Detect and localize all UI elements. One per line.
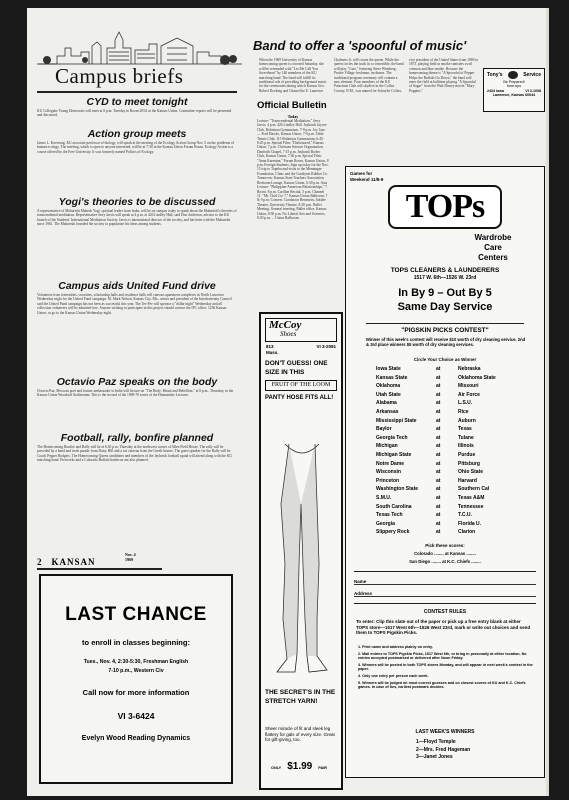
game-away-team[interactable]: Pittsburg <box>458 460 480 467</box>
tops-rules-title: CONTEST RULES <box>423 609 467 615</box>
game-home-team[interactable]: Michigan <box>376 443 398 450</box>
tops-winners-title: LAST WEEK'S WINNERS <box>415 729 475 735</box>
game-home-team[interactable]: Notre Dame <box>376 460 405 467</box>
winner-item: 1—Floyd Temple <box>416 739 456 745</box>
game-at: at <box>436 408 441 415</box>
brief-headline: Campus aids United Fund drive <box>58 280 216 292</box>
game-home-team[interactable]: Utah State <box>376 391 401 398</box>
last-chance-line1: to enroll in classes beginning: <box>82 638 190 647</box>
game-away-team[interactable]: Rice <box>458 408 469 415</box>
game-home-team[interactable]: Wisconsin <box>376 469 401 476</box>
page-number: 2 <box>37 557 42 567</box>
game-away-team[interactable]: Purdue <box>458 451 476 458</box>
mccoy-pair: PAIR <box>318 766 328 770</box>
campus-briefs-title: Campus briefs <box>55 64 184 88</box>
mccoy-product: PANTY HOSE FITS ALL! <box>265 395 334 401</box>
game-row[interactable] <box>376 399 516 408</box>
game-row[interactable] <box>376 374 516 383</box>
gas-station-logo-icon <box>508 71 518 79</box>
bulletin-today: Today <box>287 114 299 119</box>
tops-logo <box>388 185 502 229</box>
game-away-team[interactable]: L.S.U. <box>458 400 473 407</box>
game-away-team[interactable]: Auburn <box>458 417 476 424</box>
mccoy-secret: THE SECRET'S IN THE STRETCH YARN! <box>265 689 336 705</box>
game-home-team[interactable]: Georgia <box>376 520 395 527</box>
game-row[interactable] <box>376 451 516 460</box>
tops-rules-list <box>358 645 534 692</box>
mccoy-phone: VI 3-2091 <box>316 344 336 349</box>
game-at: at <box>436 494 441 501</box>
mccoy-logo-sub: Shoes <box>280 330 297 338</box>
tops-slogan <box>448 233 538 263</box>
tops-rules-intro: To enter: Clip this slate out of the paper or pick up a free entry blank at either TOPS store—1517 West 6th—1526 West 23rd, mark or write out choices and send them to TOPS Pigskin Picks. <box>356 619 531 636</box>
tops-address-label: Address <box>354 591 373 596</box>
game-row[interactable] <box>376 382 516 391</box>
game-row[interactable] <box>376 425 516 434</box>
game-row[interactable] <box>376 408 516 417</box>
rule <box>37 91 237 93</box>
issue-date: Nov. 4 1969 <box>125 552 136 562</box>
legs-illustration <box>271 444 331 674</box>
game-away-team[interactable]: Nebraska <box>458 366 481 372</box>
game-row[interactable] <box>376 511 516 520</box>
brief-body: KU Collegiate Young Democrats will meet at 8 p.m. Tuesday in Room 205A at the Kansas Union. Committee reports will be presented and discussed. <box>37 109 232 118</box>
game-away-team[interactable]: Tennessee <box>458 503 484 510</box>
tops-games-list <box>376 365 516 537</box>
game-at: at <box>436 434 441 441</box>
tops-name-label: Name <box>354 579 367 584</box>
rule-item: 4. Only one entry per person each week. <box>358 673 429 678</box>
mccoy-price: $1.99 <box>287 761 313 772</box>
game-row[interactable] <box>376 365 516 374</box>
game-row[interactable] <box>376 417 516 426</box>
brief-item <box>37 432 237 463</box>
brief-item <box>37 196 237 227</box>
game-at: at <box>436 512 441 519</box>
brief-body: Volunteers from fraternities, sororities, scholarship halls and residence halls will canvass apartment complexes in North Lawrence Wednesday night for the United Fund campaign. M. Mark Nelson, Kansas City, Mo., senior and president of the Interfraternity Council said the United Fund campaign has not been as successful this year. The Tee Pee will sponsor a "dollar night" Wednesday and all collection volunteers will be admitted free. Anyone wishing to participate in this project should contact the IFC office, 1236 Kansas Union, or go to the Kansas Union Wednesday night. <box>37 293 232 315</box>
brief-body: The Homecoming Bonfire and Rally will be at 6:30 p.m. Thursday at the northwest corner of Allen Field House. The rally will be preceded by a band and torch parade from Daisy Hill and a car caravan from the Greek houses. The guest speaker for the Rally will be Coach Pepper Rodgers. The Homecoming Queen candidates and members of the Jayhawk football squad will attend along with the KU marching band. Fireworks and a Colorado Buffalo barbecue are also planned. <box>37 445 232 463</box>
page-footer <box>37 552 157 568</box>
tops-name-field[interactable] <box>354 579 536 585</box>
tops-logo-text: TOPs <box>405 188 485 225</box>
tops-in-out: In By 9 – Out By 5 <box>398 287 492 299</box>
mccoy-addr: 813 Mass. <box>266 344 279 355</box>
last-chance-line2: Tues., Nov. 4, 2:30-5:30, Freshman English <box>83 659 189 665</box>
last-chance-phone: VI 3-6424 <box>117 711 155 721</box>
game-row[interactable] <box>376 485 516 494</box>
tops-same-day: Same Day Service <box>397 301 493 313</box>
campus-briefs-masthead <box>37 26 242 88</box>
game-away-team[interactable]: Ohio State <box>458 469 484 476</box>
rule-item: 5. Winners will be judged on most correct guesses and on closest scores of KU and K.C. Chiefs games. In case of ties, earliest postmark decides. <box>358 680 526 690</box>
game-at: at <box>436 477 441 484</box>
game-at: at <box>436 451 441 458</box>
tonys-addr: 2434 Iowa <box>487 89 504 93</box>
paper-name: KANSAN <box>51 557 96 567</box>
game-at: at <box>436 383 441 390</box>
brief-headline: Octavio Paz speaks on the body <box>56 376 218 388</box>
brief-body: James L. Koevenig, KU associate professor of biology, will speak at the meeting of the Ecology Action Group Nov. 5 on the problems of human ecology. The meeting, which is open to anyone interested, will be at 7:30 in the Kansas Union Forum Room. Ecology Action is a course offered by the Free University. It was formerly named Politics of Ecology. <box>37 141 235 154</box>
game-home-team[interactable]: Arkansas <box>376 408 399 415</box>
game-at: at <box>436 486 441 493</box>
mccoy-only: ONLY <box>271 766 282 770</box>
brief-item <box>37 376 237 398</box>
brief-body: Octavio Paz, Mexican poet and former ambassador to India will lecture on "The Body: Ritual and Rebellion," at 8 p.m., Thursday, in the Kansas Union Woodruff Auditorium. This is the second of the 1969-70 series of the Humanities Lectures. <box>37 389 234 398</box>
game-row[interactable] <box>376 442 516 451</box>
game-row[interactable] <box>376 477 516 486</box>
game-away-team[interactable]: Southern Cal <box>458 486 490 493</box>
game-row[interactable] <box>376 460 516 469</box>
game-away-team[interactable]: Tulane <box>458 434 474 441</box>
rule-item: 2. Mail entries to TOPS Pigskin Picks, 1517 West 6th, or bring in personally at either location. No entries accepted postmarked or delivered after Noon Friday. <box>358 651 527 661</box>
tonys-sub: Be Prepared! <box>503 80 525 84</box>
game-home-team[interactable]: Mississippi State <box>376 417 417 424</box>
fruit-of-the-loom-logo: FRUIT OF THE LOOM <box>265 380 337 391</box>
tonys-sub2: tune-ups <box>507 84 521 88</box>
rule <box>37 568 162 570</box>
game-home-team[interactable]: Oklahoma <box>376 383 401 390</box>
game-away-team[interactable]: T.C.U. <box>458 512 472 519</box>
last-chance-footer: Evelyn Wood Reading Dynamics <box>81 735 191 742</box>
skyline-illustration <box>37 26 242 66</box>
brief-item <box>37 280 237 315</box>
rule <box>354 603 536 604</box>
game-row[interactable] <box>376 391 516 400</box>
last-chance-ad <box>39 574 233 784</box>
game-home-team[interactable]: S.M.U. <box>376 494 392 501</box>
tops-contest-title: "PIGSKIN PICKS CONTEST" <box>401 327 489 334</box>
game-at: at <box>436 417 441 424</box>
game-home-team[interactable]: Alabama <box>376 400 397 407</box>
game-at: at <box>436 443 441 450</box>
tops-games-label: Games for Weekend 11/8-9 <box>350 171 384 182</box>
rule-item: 1. Print name and address plainly on entry. <box>358 645 433 649</box>
brief-item <box>37 128 237 154</box>
game-row[interactable] <box>376 503 516 512</box>
mccoy-logo: McCoy <box>269 319 302 331</box>
game-away-team[interactable]: Texas <box>458 426 472 433</box>
tonys-service: Service <box>523 72 541 78</box>
tops-name: TOPS CLEANERS & LAUNDERERS <box>390 267 500 274</box>
game-at: at <box>436 460 441 467</box>
bulletin-body: Lecture: "Transcendental Meditation," Jerry Jarvis, 4 p.m. 426 Lindley Hall. Jayhawk Jaycee Club, Robinson Gymnasium, 7-9 p.m. Joy Jazz — Fred Hawks, Kansas Union, 7-9 p.m. Table Tennis Club, 115 Robinson Gymnasium, 6:45-8:45 p.m. Special Film: "Dishonored," Kansas Union, 7 p.m. Christian Science Organization, Danforth Chapel, 7:15 p.m. Jayhawk Rodeo Club, Kansas Union, 7:30 p.m. Special Film: "Anna Karenina," Forum Room, Kansas Union, 8 p.m. Foreign Students, Sign up today for the Nov. 15 trip to Topeka and visits to the Menninger Foundation, Clinic and the Goodyear Rubber Co. Tomorrow: Kansas State Teachers Association Bedroom Lounge, Kansas Union, 6:30 p.m. Asia Lecture: "Philippine-American Relationships," 7 Room. 8 p.m. Carillon Recital, 5 p.m. Channel 11: "Mr. Chid 2 to 7," Kansas Union Ballroom, 7 & 9 p.m. Concert: Conductor Bernstein, Jubilee Theatre, University Theatre, 8:20 p.m. Ballet Meeting. General meeting, Ballet office, Kansas Union, 8:30 p.m. No Liberal Arts and Sciences, 8:30 p.m. ... Union Ballroom. <box>257 119 329 220</box>
last-chance-title: LAST CHANCE <box>65 604 207 625</box>
mccoy-copy: Sheer miracle of fit and sleek leg flattery for gals of every size. Great for gift-giving, too. <box>265 726 335 742</box>
rule-item: 3. Winners will be posted in both TOPS stores Monday, and will appear in next week's contest in the paper. <box>358 662 533 672</box>
game-row[interactable] <box>376 468 516 477</box>
brief-item <box>37 96 237 118</box>
tonys-service-ad <box>483 68 545 112</box>
tonys-phone: VI 3-1008 <box>525 89 541 93</box>
game-at: at <box>436 520 441 527</box>
game-away-team[interactable]: Clarion <box>458 529 476 536</box>
game-at: at <box>436 366 441 372</box>
tonys-city: Lawrence, Kansas 66044 <box>492 93 536 97</box>
tops-address-field[interactable] <box>354 591 536 597</box>
tops-slogan-3: Centers <box>478 253 508 262</box>
game-home-team[interactable]: Slippery Rock <box>376 529 410 536</box>
game-row[interactable] <box>376 494 516 503</box>
game-away-team[interactable]: Harvard <box>458 477 477 484</box>
game-home-team[interactable]: Iowa State <box>376 366 401 372</box>
tonys-name: Tony's <box>487 72 503 78</box>
game-home-team[interactable]: Georgia Tech <box>376 434 408 441</box>
tops-score-1[interactable]: Colorado ........ at Kansas ........ <box>414 551 476 556</box>
game-row[interactable] <box>376 520 516 529</box>
brief-body: A representative of Maharishi Mahesh Yogi, spiritual leader from India, will be on campus today to speak about the Maharishi's theories of transcendental meditation. Representative Jerry Jarvis will speak at 4 p.m. at 426 Lindley Hall, said Don Anderson, advisor to the KU branch of the Students' International Meditation Society. Jarvis is international director of the society, and has been with the Maharishi since 1961. The Maharishi founded the society to popularize his ideas among students. <box>37 209 237 227</box>
game-home-team[interactable]: Kansas State <box>376 374 408 381</box>
last-chance-line4: Call now for more information <box>82 688 190 697</box>
tops-pick-scores: Pick these scores: <box>425 543 465 548</box>
official-bulletin <box>257 100 329 311</box>
tops-slogan-2: Care <box>484 243 502 252</box>
game-away-team[interactable]: Texas A&M <box>458 494 485 501</box>
game-away-team[interactable]: Air Force <box>458 391 480 398</box>
game-at: at <box>436 469 441 476</box>
game-home-team[interactable]: Baylor <box>376 426 392 433</box>
game-at: at <box>436 503 441 510</box>
tops-winners-list <box>416 739 516 762</box>
tops-score-2[interactable]: San Diego ........ at K.C. Chiefs ........ <box>409 559 481 564</box>
rule <box>354 571 536 572</box>
tops-slogan-1: Wardrobe <box>474 233 512 242</box>
game-at: at <box>436 391 441 398</box>
band-headline: Band to offer a 'spoonful of music' <box>253 38 467 53</box>
bulletin-title: Official Bulletin <box>257 100 327 111</box>
game-home-team[interactable]: South Carolina <box>376 503 412 510</box>
tops-circle-choice: Circle Your Choice as Winner <box>413 357 477 362</box>
game-away-team[interactable]: Missouri <box>458 383 479 390</box>
brief-headline: Yogi's theories to be discussed <box>58 196 216 208</box>
game-at: at <box>436 529 441 536</box>
tops-cleaners-ad <box>345 166 545 778</box>
game-away-team[interactable]: Oklahoma State <box>458 374 496 381</box>
mccoy-shoes-ad <box>259 312 343 790</box>
game-away-team[interactable]: Florida U. <box>458 520 482 527</box>
newspaper-page <box>27 8 549 796</box>
right-margin <box>546 8 549 796</box>
game-at: at <box>436 400 441 407</box>
game-home-team[interactable]: Princeton <box>376 477 400 484</box>
game-home-team[interactable]: Washington State <box>376 486 419 493</box>
game-home-team[interactable]: Michigan State <box>376 451 412 458</box>
game-at: at <box>436 426 441 433</box>
game-home-team[interactable]: Texas Tech <box>376 512 403 519</box>
tops-address: 1517 W. 6th—1526 W. 23rd <box>413 275 477 281</box>
game-row[interactable] <box>376 528 516 537</box>
game-at: at <box>436 374 441 381</box>
brief-headline: Football, rally, bonfire planned <box>60 432 214 444</box>
brief-headline: CYD to meet tonight <box>86 96 188 108</box>
mccoy-headline: DON'T GUESS! ONE SIZE IN THIS <box>265 360 328 376</box>
game-away-team[interactable]: Illinois <box>458 443 474 450</box>
game-row[interactable] <box>376 434 516 443</box>
mccoy-price-row <box>271 756 335 774</box>
brief-headline: Action group meets <box>87 128 187 140</box>
rule <box>366 323 524 324</box>
band-story-body: When the 1969 University of Kansas homecoming queen is crowned Saturday, she will be serenaded with "Let Me Call You Sweetheart" by 140 members of the KU marching band. The band will fulfill its traditional role of providing background music for the ceremonies during which Kansas Gov. Robert Docking and Chancellor E. Laurence Chalmers Jr. will crown the queen. While the queen circles the track in a convertible, the band will play "Cute," featuring Steve Weinberg, Prairie Village freshman, on drums. The traditional program ceremony will contain a new element. Four members of the KU Parachute Club will skydive in the Colfax County, N.M., was named for Schuyler Colfax, vice president of the United States from 1869 to 1873. playing field as smoke canisters swirl crimson and blue smoke. Because the homecoming theme is "A Spoonful of Pepper Helps the Buffalo Go Down," the band will enter the field at halftime playing "A Spoonful of Sugar" from the Walt Disney movie "Mary Poppins." <box>259 58 479 93</box>
tops-contest-intro: Winner of this week's contest will receive $10 worth of dry cleaning service. 2nd & 3rd place winners $5 worth of dry cleaning services. <box>366 337 526 348</box>
winner-item: 2—Mrs. Fred Hageman <box>416 746 471 753</box>
last-chance-line3: 7-10 p.m., Western Civ <box>108 668 164 674</box>
winner-item: 3—Janet Jones <box>416 754 453 760</box>
